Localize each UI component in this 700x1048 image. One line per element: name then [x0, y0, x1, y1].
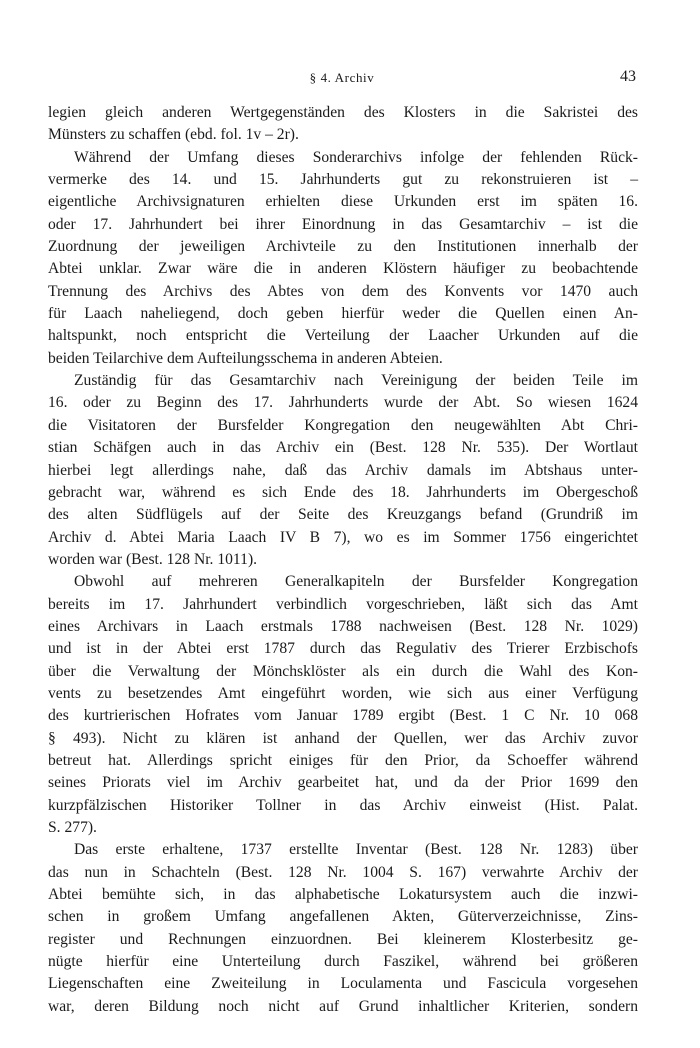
running-head: § 4. Archiv — [309, 70, 375, 85]
text-line: Trennung des Archivs des Abtes von dem des Konvents vor 1470 auch — [48, 282, 638, 300]
body-text — [48, 102, 638, 1018]
text-line: Archiv d. Abtei Maria Laach IV B 7), wo es im Sommer 1756 eingerichtet — [48, 528, 638, 546]
page-header — [48, 68, 636, 90]
text-line: gebracht war, während es sich Ende des 18. Jahrhunderts im Obergeschoß — [48, 483, 638, 501]
text-line: Abtei bemühte sich, in das alphabetische Lokatursystem auch die inzwi- — [48, 886, 638, 904]
text-line: über die Verwaltung der Mönchsklöster als ein durch die Wahl des Kon- — [48, 662, 638, 680]
text-line: kurzpfälzischen Historiker Tollner in das Archiv einweist (Hist. Palat. — [48, 796, 638, 814]
text-line: des kurtrierischen Hofrates vom Januar 1789 ergibt (Best. 1 C Nr. 10 068 — [48, 707, 638, 725]
text-line: für Laach naheliegend, doch geben hierfür weder die Quellen einen An- — [48, 305, 638, 323]
text-line: bereits im 17. Jahrhundert verbindlich vorgeschrieben, läßt sich das Amt — [48, 595, 638, 613]
text-line: das nun in Schachteln (Best. 128 Nr. 1004 S. 167) verwahrte Archiv der — [48, 863, 638, 881]
text-line: Abtei unklar. Zwar wäre die in anderen Klöstern häufiger zu beobachtende — [48, 260, 638, 278]
text-line: schen in großem Umfang angefallenen Akten, Güterverzeichnisse, Zins- — [48, 908, 638, 926]
text-line: legien gleich anderen Wertgegenständen des Klosters in die Sakristei des — [48, 104, 638, 121]
text-line: § 493). Nicht zu klären ist anhand der Quellen, wer das Archiv zuvor — [48, 729, 638, 747]
text-line: die Visitatoren der Bursfelder Kongregation den neugewählten Abt Chri- — [48, 416, 638, 434]
text-line: Münsters zu schaffen (ebd. fol. 1v – 2r). — [48, 126, 299, 144]
text-line: stian Schäfgen auch in das Archiv ein (Best. 128 Nr. 535). Der Wortlaut — [48, 439, 638, 457]
text-line: haltspunkt, noch entspricht die Verteilung der Laacher Urkunden auf die — [48, 327, 638, 345]
text-line: Obwohl auf mehreren Generalkapiteln der Bursfelder Kongregation — [74, 573, 638, 591]
page-number: 43 — [620, 68, 636, 85]
text-line: nügte hierfür eine Unterteilung durch Faszikel, während bei größeren — [48, 953, 638, 971]
text-line: seines Priorats viel im Archiv gearbeitet hat, und da der Prior 1699 den — [48, 774, 638, 792]
text-line: oder 17. Jahrhundert bei ihrer Einordnung in das Gesamtarchiv – ist die — [48, 215, 638, 233]
text-line: hierbei legt allerdings nahe, daß das Archiv damals im Abtshaus unter- — [48, 461, 638, 479]
text-line: Während der Umfang dieses Sonderarchivs infolge der fehlenden Rück- — [74, 148, 638, 166]
text-line: register und Rechnungen einzuordnen. Bei kleinerem Klosterbesitz ge- — [48, 930, 638, 948]
text-line: eigentliche Archivsignaturen erhielten diese Urkunden erst im späten 16. — [48, 193, 638, 211]
text-line: des alten Südflügels auf der Seite des Kreuzgangs befand (Grundriß im — [48, 506, 638, 524]
text-line: beiden Teilarchive dem Aufteilungsschema in anderen Abteien. — [48, 349, 443, 367]
text-line: Liegenschaften eine Zweiteilung in Loculamenta und Fascicula vorgesehen — [48, 975, 638, 993]
text-line: Zuständig für das Gesamtarchiv nach Vereinigung der beiden Teile im — [74, 372, 638, 390]
text-line: Zuordnung der jeweiligen Archivteile zu den Institutionen innerhalb der — [48, 238, 638, 256]
text-line: vermerke des 14. und 15. Jahrhunderts gut zu rekonstruieren ist – — [48, 171, 638, 189]
text-line: eines Archivars in Laach erstmals 1788 nachweisen (Best. 128 Nr. 1029) — [48, 617, 638, 635]
text-line: vents zu besetzendes Amt eingeführt worden, wie sich aus einer Verfügung — [48, 684, 638, 702]
text-line: Das erste erhaltene, 1737 erstellte Inventar (Best. 128 Nr. 1283) über — [74, 841, 638, 859]
text-line: S. 277). — [48, 819, 97, 836]
text-line: war, deren Bildung noch nicht auf Grund inhaltlicher Kriterien, sondern — [48, 997, 638, 1015]
text-line: und ist in der Abtei erst 1787 durch das Regulativ des Trierer Erzbischofs — [48, 640, 638, 658]
text-line: 16. oder zu Beginn des 17. Jahrhunderts wurde der Abt. So wiesen 1624 — [48, 394, 638, 412]
text-line: worden war (Best. 128 Nr. 1011). — [48, 550, 258, 568]
text-line: betreut hat. Allerdings spricht einiges für den Prior, da Schoeffer während — [48, 751, 638, 769]
